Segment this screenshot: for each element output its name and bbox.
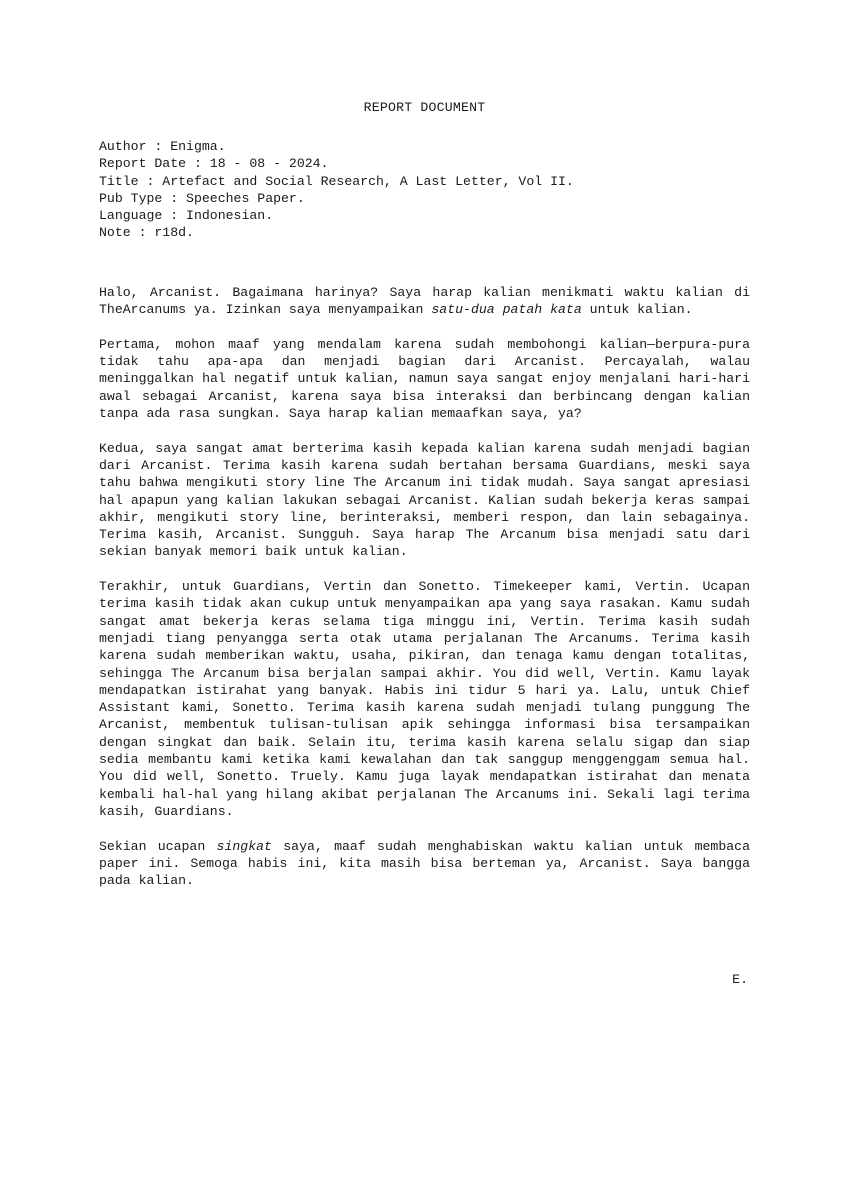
paragraph-greeting-emphasis: satu-dua patah kata bbox=[431, 302, 582, 318]
meta-pub-type: Pub Type : Speeches Paper. bbox=[99, 190, 305, 206]
meta-language: Language : Indonesian. bbox=[99, 208, 274, 224]
paragraph-greeting bbox=[99, 284, 750, 319]
document-body bbox=[99, 284, 750, 907]
meta-report-date: Report Date : 18 - 08 - 2024. bbox=[99, 156, 329, 172]
signature: E. bbox=[732, 972, 748, 987]
paragraph-greeting-text: Halo, Arcanist. Bagaimana harinya? Saya harap kalian menikmati waktu kalian di TheArcanums ya. Izinkan saya menyampaikan bbox=[99, 285, 750, 318]
paragraph-closing-end: saya, maaf sudah menghabiskan waktu kalian untuk membaca paper ini. Semoga habis ini, kita masih bisa berteman ya, Arcanist. Saya bangga pada kalian. bbox=[99, 838, 751, 889]
paragraph-closing bbox=[99, 838, 750, 890]
paragraph-closing-emphasis: singkat bbox=[216, 838, 272, 854]
paragraph-third: Terakhir, untuk Guardians, Vertin dan Sonetto. Timekeeper kami, Vertin. Ucapan terima kasih tidak akan cukup untuk menyampaikan apa yang saya rasakan. Kamu sudah sangat amat bekerja keras selama tiga minggu ini, Vertin. Terima kasih sudah menjadi tiang penyangga serta otak utama perjalanan The Arcanums. Terima kasih karena sudah memberikan waktu, usaha, pikiran, dan tenaga kamu dengan totalitas, sehingga The Arcanum bisa berjalan sampai akhir. You did well, Vertin. Kamu layak mendapatkan istirahat yang banyak. Habis ini tidur 5 hari ya. Lalu, untuk Chief Assistant kami, Sonetto. Terima kasih karena sudah menjadi tulang punggung The Arcanist, membentuk tulisan-tulisan apik sehingga informasi bisa tersampaikan dengan singkat dan baik. Selain itu, terima kasih karena selalu sigap dan siap sedia membantu kami ketika kami kewalahan dan tak sanggup menggenggam semua hal. You did well, Sonetto. Truely. Kamu juga layak mendapatkan istirahat dan menata kembali hal-hal yang hilang akibat perjalanan The Arcanums ini. Sekali lagi terima kasih, Guardians. bbox=[99, 579, 750, 819]
document-title: REPORT DOCUMENT bbox=[363, 100, 486, 115]
paragraph-second: Kedua, saya sangat amat berterima kasih kepada kalian karena sudah menjadi bagian dari Arcanist. Terima kasih karena sudah bertahan bersama Guardians, meski saya tahu bahwa mengikuti story line The Arcanum ini tidak mudah. Saya sangat apresiasi hal apapun yang kalian lakukan sebagai Arcanist. Kalian sudah bekerja keras sampai akhir, mengikuti story line, berinteraksi, memberi respon, dan lain sebagainya. Terima kasih, Arcanist. Sungguh. Saya harap The Arcanum bisa menjadi satu dari sekian banyak memori baik untuk kalian. bbox=[99, 440, 750, 560]
paragraph-first: Pertama, mohon maaf yang mendalam karena sudah membohongi kalian—berpura-pura tidak tahu apa-apa dan menjadi bagian dari Arcanist. Percayalah, walau meninggalkan hal negatif untuk kalian, namun saya sangat enjoy menjalani hari-hari awal sebagai Arcanist, karena saya bisa interaksi dan berbincang dengan kalian tanpa ada rasa sungkan. Saya harap kalian memaafkan saya, ya? bbox=[99, 336, 750, 422]
meta-note: Note : r18d. bbox=[99, 225, 194, 241]
document-metadata bbox=[99, 138, 759, 242]
paragraph-greeting-end: untuk kalian. bbox=[581, 302, 693, 318]
meta-title: Title : Artefact and Social Research, A Last Letter, Vol II. bbox=[99, 173, 574, 189]
paragraph-closing-text: Sekian ucapan bbox=[99, 838, 217, 854]
meta-author: Author : Enigma. bbox=[99, 139, 226, 154]
